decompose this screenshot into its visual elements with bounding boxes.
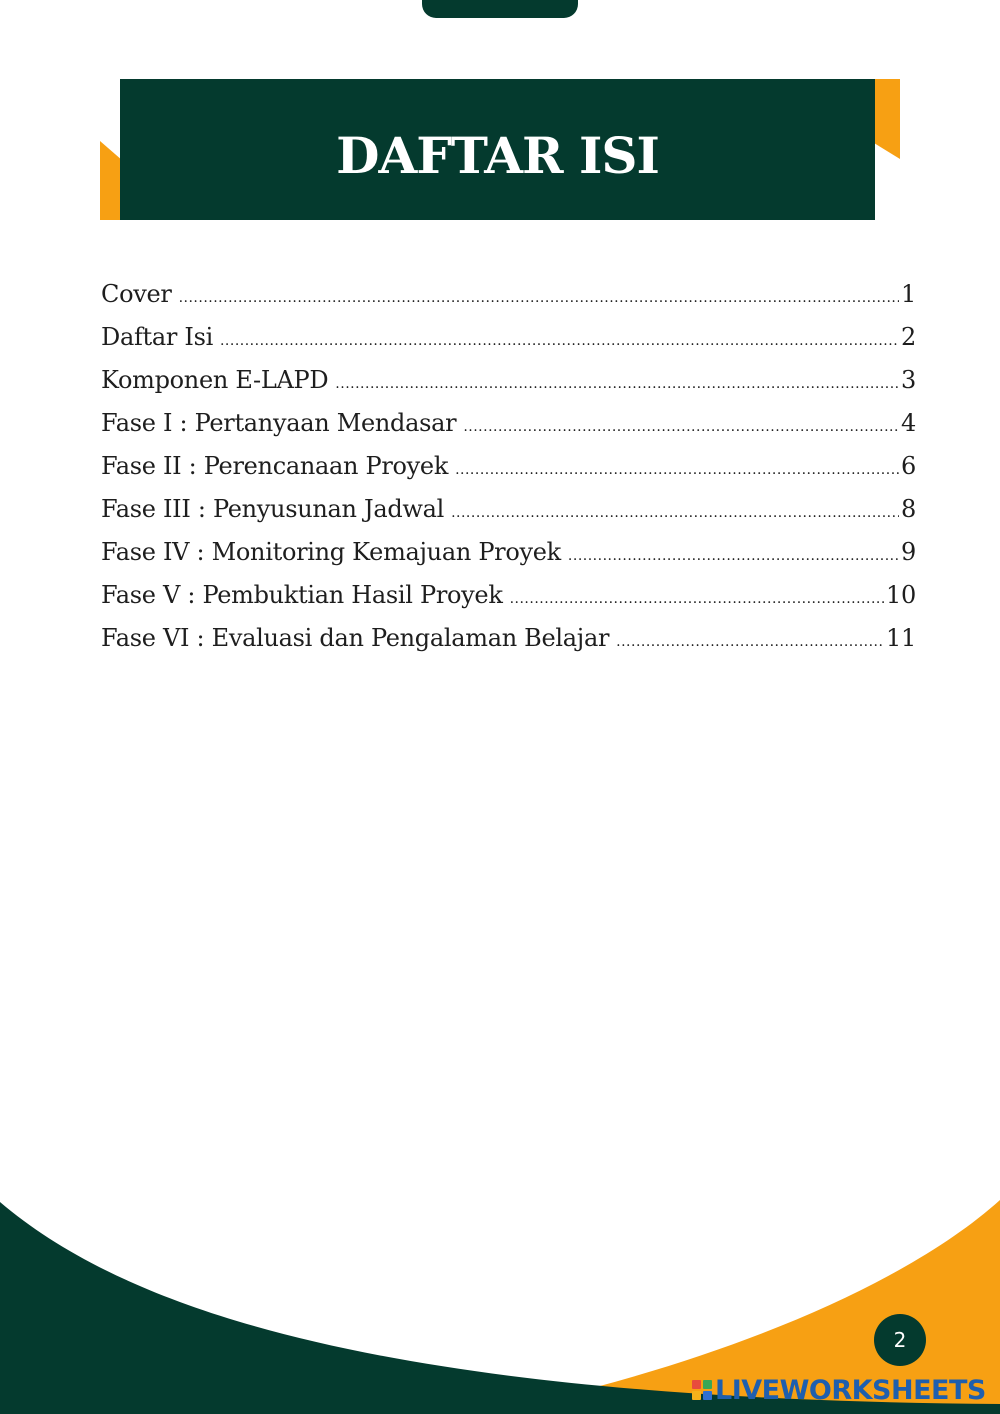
- brand-text: LIVEWORKSHEETS: [715, 1374, 986, 1406]
- toc-leader-dots: [220, 333, 899, 349]
- toc-item-cover[interactable]: [101, 280, 916, 323]
- orange-accent-left: [100, 141, 120, 220]
- toc-item-fase-4[interactable]: [101, 538, 916, 581]
- toc-leader-dots: [179, 290, 899, 306]
- toc-item-fase-6[interactable]: [101, 624, 916, 667]
- liveworksheets-logo-icon: [692, 1380, 712, 1400]
- toc-item-title: Fase III : Penyusunan Jadwal: [101, 495, 445, 523]
- toc-leader-dots: [335, 376, 899, 392]
- liveworksheets-brand: [692, 1374, 986, 1406]
- page-number-badge: 2: [874, 1314, 926, 1366]
- toc-item-title: Fase IV : Monitoring Kemajuan Proyek: [101, 538, 561, 566]
- toc-item-page: 6: [901, 452, 916, 480]
- toc-item-title: Cover: [101, 280, 172, 308]
- orange-accent-right: [874, 79, 900, 159]
- toc-leader-dots: [455, 462, 899, 478]
- toc-item-title: Fase I : Pertanyaan Mendasar: [101, 409, 457, 437]
- table-of-contents: [101, 280, 916, 667]
- toc-item-page: 11: [886, 624, 916, 652]
- toc-item-page: 9: [901, 538, 916, 566]
- toc-item-page: 10: [886, 581, 916, 609]
- toc-leader-dots: [451, 505, 899, 521]
- toc-item-page: 3: [901, 366, 916, 394]
- top-tab-decoration: [422, 0, 578, 18]
- toc-item-page: 1: [901, 280, 916, 308]
- toc-item-title: Fase V : Pembuktian Hasil Proyek: [101, 581, 503, 609]
- toc-item-fase-5[interactable]: [101, 581, 916, 624]
- toc-item-daftar-isi[interactable]: [101, 323, 916, 366]
- toc-item-page: 2: [901, 323, 916, 351]
- toc-item-fase-3[interactable]: [101, 495, 916, 538]
- toc-item-page: 4: [901, 409, 916, 437]
- toc-leader-dots: [616, 634, 884, 650]
- toc-item-title: Daftar Isi: [101, 323, 213, 351]
- toc-item-title: Fase VI : Evaluasi dan Pengalaman Belajar: [101, 624, 610, 652]
- toc-item-fase-1[interactable]: [101, 409, 916, 452]
- toc-leader-dots: [510, 591, 884, 607]
- toc-leader-dots: [568, 548, 899, 564]
- toc-item-title: Komponen E-LAPD: [101, 366, 329, 394]
- header-banner: [100, 79, 900, 220]
- toc-item-title: Fase II : Perencanaan Proyek: [101, 452, 449, 480]
- toc-item-fase-2[interactable]: [101, 452, 916, 495]
- page-title: DAFTAR ISI: [336, 126, 659, 185]
- toc-item-page: 8: [901, 495, 916, 523]
- toc-item-komponen[interactable]: [101, 366, 916, 409]
- toc-leader-dots: [463, 419, 899, 435]
- header-box: [120, 79, 875, 220]
